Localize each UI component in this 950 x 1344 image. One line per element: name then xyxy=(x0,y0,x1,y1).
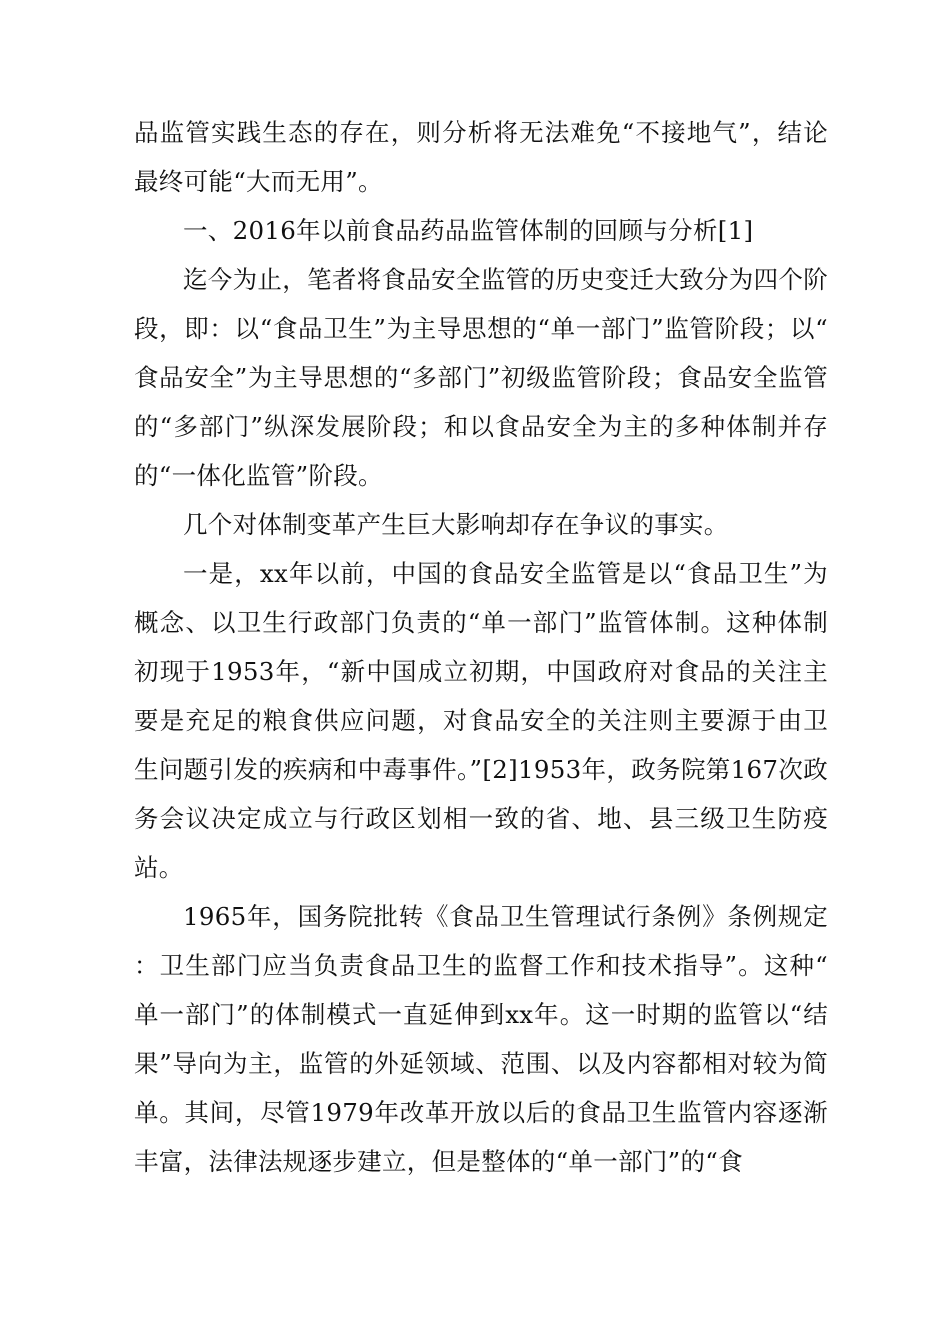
paragraph-first-fact: 一是，xx年以前，中国的食品安全监管是以“食品卫生”为概念、以卫生行政部门负责的“单一部门”监管体制。这种体制初现于1953年，“新中国成立初期，中国政府对食品的关注主要是充足的粮食供应问题，对食品安全的关注则主要源于由卫生问题引发的疾病和中毒事件。”[2]1953年，政务院第167次政务会议决定成立与行政区划相一致的省、地、县三级卫生防疫站。 xyxy=(134,559,828,882)
paragraph-1965: 1965年，国务院批转《食品卫生管理试行条例》条例规定：卫生部门应当负责食品卫生的监督工作和技术指导”。这种“单一部门”的体制模式一直延伸到xx年。这一时期的监管以“结果”导向为主，监管的外延领域、范围、以及内容都相对较为简单。其间，尽管1979年改革开放以后的食品卫生监管内容逐渐丰富，法律法规逐步建立，但是整体的“单一部门”的“食 xyxy=(134,902,829,1176)
paragraph-continuation: 品监管实践生态的存在，则分析将无法难免“不接地气”，结论最终可能“大而无用”。 xyxy=(134,118,828,196)
document-body xyxy=(134,108,828,1186)
section-heading: 一、2016年以前食品药品监管体制的回顾与分析[1] xyxy=(183,216,754,245)
paragraph-facts: 几个对体制变革产生巨大影响却存在争议的事实。 xyxy=(183,510,729,539)
paragraph-stages: 迄今为止，笔者将食品安全监管的历史变迁大致分为四个阶段，即：以“食品卫生”为主导思想的“单一部门”监管阶段；以“食品安全”为主导思想的“多部门”初级监管阶段；食品安全监管的“多部门”纵深发展阶段；和以食品安全为主的多种体制并存的“一体化监管”阶段。 xyxy=(134,265,828,490)
